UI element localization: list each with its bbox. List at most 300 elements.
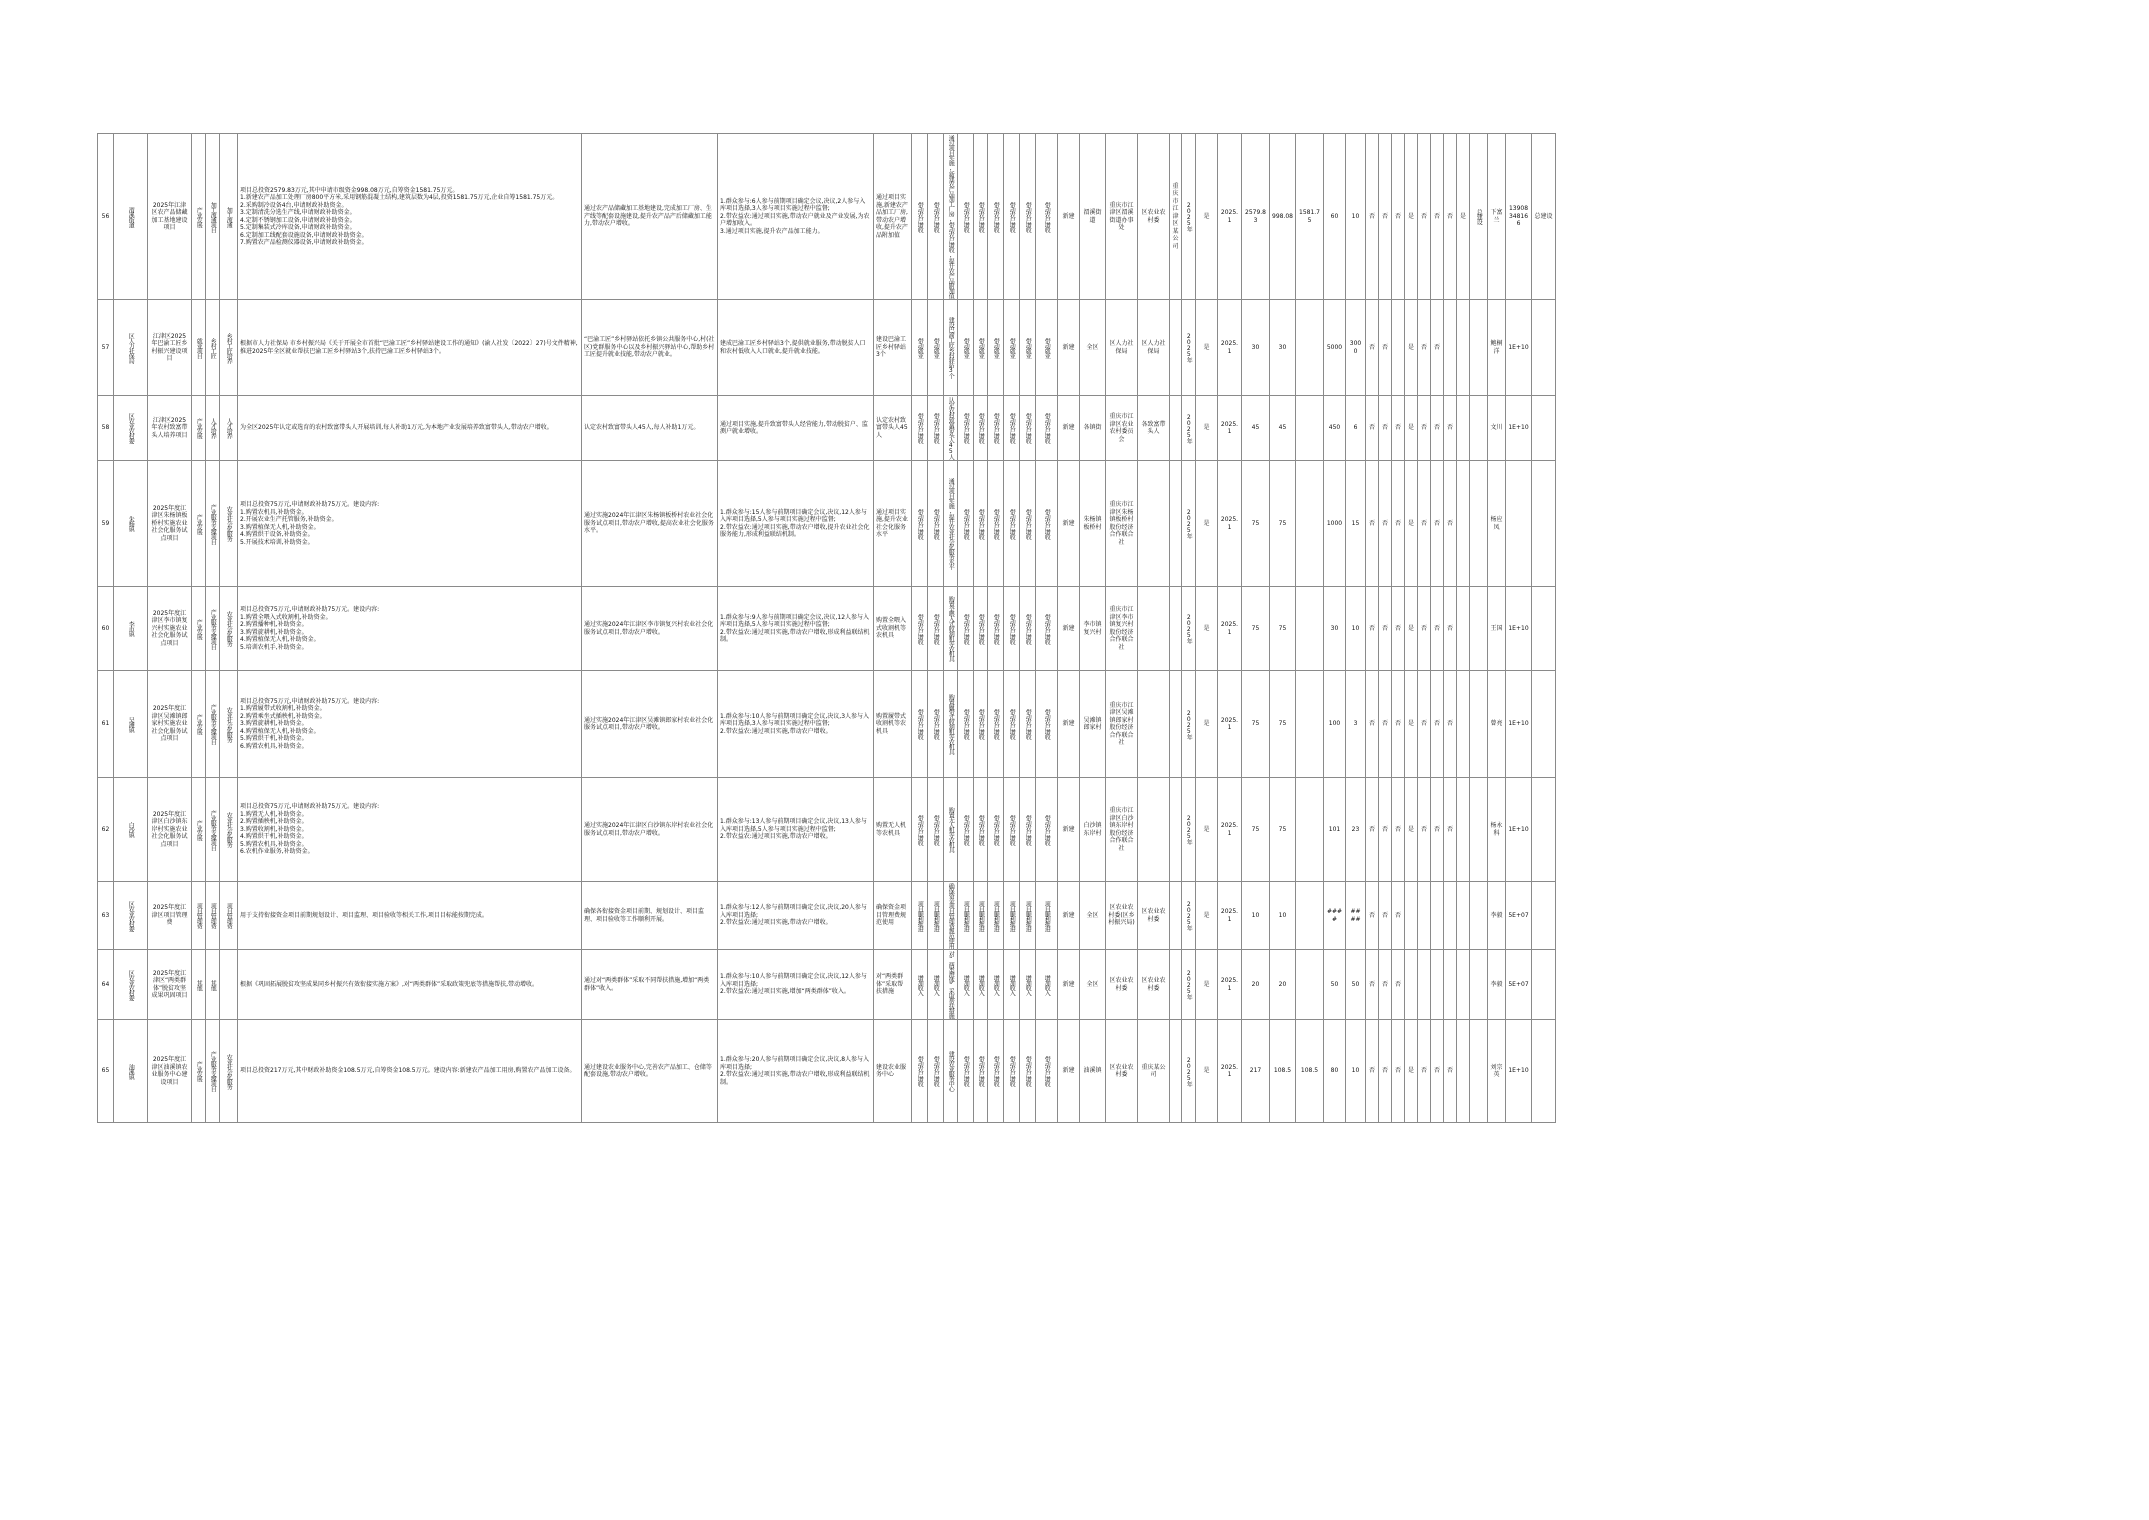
cell-f8: [1457, 396, 1470, 461]
cell-unit2: [1138, 587, 1170, 671]
cell-no: 59: [98, 461, 114, 587]
cell-f1: 否: [1366, 778, 1379, 882]
cell-unit1: 区农业农村委(区乡村振兴局): [1106, 882, 1138, 950]
cell-fund: 998.08: [1270, 134, 1296, 300]
cell-content: [238, 671, 582, 778]
cell-content: [238, 882, 582, 950]
cell-benefit: 项目顺利推进: [928, 882, 944, 950]
cell-phone: 1E+10: [1506, 778, 1532, 882]
cell-benefit: 带动农户增收: [928, 461, 944, 587]
cell-line: 5.定制集装式冷库设备,申请财政补助资金。: [240, 224, 356, 231]
cell-benefit: 带动农户增收: [958, 1020, 974, 1123]
cell-unit1: 重庆市江津区白沙镇东岸村股份经济合作联合社: [1106, 778, 1138, 882]
cell-f1: 否: [1366, 671, 1379, 778]
cell-line: 项目总投资217万元,其中财政补助资金108.5万元,自筹资金108.5万元。建设内容:新建农产品加工用房,购置农产品加工设备。: [240, 1067, 576, 1075]
cell-phone: [1506, 461, 1532, 587]
cell-sub: 乡村工匠: [206, 300, 220, 396]
cell-benefit: 带动农户增收: [974, 461, 988, 587]
cell-goal: “巴渝工匠”乡村驿站依托乡镇公共服务中心,村(社区)党群服务中心以及乡村振兴驿站中心,帮助乡村工匠提升就业技能,带动农户就业。: [582, 300, 718, 396]
cell-line: 4.定制不锈钢加工设备,申请财政补助资金。: [240, 216, 356, 224]
cell-loc: 吴滩镇郎家村: [1080, 671, 1106, 778]
cell-f7: 否: [1444, 134, 1457, 300]
cell-f5: 否: [1418, 396, 1431, 461]
cell-benefit: 项目顺利推进: [1004, 882, 1020, 950]
cell-cat: 乡村工匠培养: [220, 300, 238, 396]
cell-unit3: [1170, 950, 1182, 1020]
cell-unit1: 重庆市江津区吴滩镇郎家村股份经济合作联合社: [1106, 671, 1138, 778]
cell-output: 购置全喂入式收割机等农机具: [874, 587, 912, 671]
cell-f6: 否: [1431, 396, 1444, 461]
cell-type: 产业发展: [192, 396, 206, 461]
cell-benefit: 带动农户增收: [912, 134, 928, 300]
table-row: [98, 396, 1556, 461]
cell-line: 根据《巩固拓展脱贫攻坚成果同乡村振兴有效衔接实施方案》,对“两类群体”采取政策兜底等措施帮扶,带动增收。: [240, 980, 539, 988]
cell-mech: [718, 671, 874, 778]
cell-flag: 是: [1196, 778, 1218, 882]
cell-line: 4.购置烘干机,补助资金。: [240, 833, 308, 841]
cell-line: 4.购置烘干设备,补助资金。: [240, 531, 314, 538]
cell-f2: 否: [1379, 778, 1392, 882]
cell-line: 1.购置全喂入式收割机,补助资金。: [240, 613, 332, 621]
cell-loc: 全区: [1080, 882, 1106, 950]
cell-flag: 是: [1196, 950, 1218, 1020]
cell-output: 购置无人机等农机具: [874, 778, 912, 882]
cell-other: [1296, 882, 1324, 950]
cell-sub: 产业服务支撑项目: [206, 778, 220, 882]
cell-f3: 否: [1392, 461, 1405, 587]
cell-remark: [1470, 300, 1488, 396]
cell-status: 新建: [1058, 778, 1080, 882]
cell-unit3: [1170, 882, 1182, 950]
cell-benefit: 带动农户增收: [988, 461, 1004, 587]
cell-line: 6.购置农机具,补助资金。: [240, 742, 308, 750]
cell-type: 产业发展: [192, 778, 206, 882]
cell-f3: 否: [1392, 778, 1405, 882]
cell-line: 1.群众参与:9人参与前期项目确定会议,决议,12人参与入库项目选择,5人参与项目实施过程中监督;: [720, 613, 870, 628]
cell-line: 4.购置植保无人机,补助资金。: [240, 636, 320, 643]
cell-remark: [1532, 396, 1556, 461]
cell-sub: 项目管理费: [206, 882, 220, 950]
cell-benefit: 带动农户增收: [1020, 587, 1036, 671]
cell-benefit: 带动农户增收: [928, 1020, 944, 1123]
cell-f2: 否: [1379, 461, 1392, 587]
cell-flag: 是: [1196, 1020, 1218, 1123]
cell-f6: 否: [1431, 1020, 1444, 1123]
cell-no: 61: [98, 671, 114, 778]
cell-remark: [1532, 671, 1556, 778]
cell-line: 5.培训农机手,补助资金。: [240, 643, 308, 651]
cell-town: 渭溪街道: [114, 134, 148, 300]
cell-goal: 通过实施2024年江津区李市镇复兴村农业社会化服务试点项目,带动农户增收。: [582, 587, 718, 671]
cell-output: 购置无人机等农机具: [944, 778, 958, 882]
cell-line: 2.带农益农:通过项目实施,带动农户就业及产业发展,为农户增加收入。: [720, 212, 870, 228]
cell-end: 2025.1: [1218, 882, 1242, 950]
cell-other: [1296, 778, 1324, 882]
cell-benefit: 带动就业: [928, 300, 944, 396]
cell-line: 4.购置植保无人机,补助资金。: [240, 727, 320, 735]
cell-f8: [1457, 882, 1470, 950]
cell-benefit: 带动农户增收: [1004, 587, 1020, 671]
cell-line: 1.群众参与:10人参与前期项目确定会议,决议,3人参与入库项目选择,3人参与项目实施过程中监督;: [720, 712, 870, 728]
cell-unit2: [1138, 778, 1170, 882]
cell-loc: 李市镇复兴村: [1080, 587, 1106, 671]
cell-total: 75: [1242, 587, 1270, 671]
cell-remark: [1470, 950, 1488, 1020]
cell-goal: 通过实施2024年江津区吴滩镇郎家村农业社会化服务试点项目,带动农户增收。: [582, 671, 718, 778]
table-row: [98, 134, 1556, 300]
cell-f2: 否: [1379, 587, 1392, 671]
cell-f5: 否: [1418, 1020, 1431, 1123]
cell-benefit: 带动就业: [1020, 300, 1036, 396]
cell-output: 对“两类群体”采取帮扶措施: [944, 950, 958, 1020]
cell-mech: [718, 1020, 874, 1123]
cell-unit3: [1170, 778, 1182, 882]
cell-benefit: 带动农户增收: [928, 134, 944, 300]
cell-benefit: 项目顺利推进: [1020, 882, 1036, 950]
cell-line: 为全区2025年认定或选育的农村致富带头人开展培训,每人补助1万元,为本地产业发展培养致富带头人,带动农户增收。: [240, 424, 553, 432]
cell-line: 2.带农益农:通过项目实施,增加“两类群体”收入。: [720, 988, 850, 996]
cell-f2: 否: [1379, 1020, 1392, 1123]
cell-benefit: 带动农户增收: [974, 587, 988, 671]
cell-benefit: 带动农户增收: [958, 461, 974, 587]
cell-contact: 李毅: [1488, 882, 1506, 950]
cell-content: [238, 461, 582, 587]
cell-line: 1.购置履带式收割机,补助资金。: [240, 705, 326, 713]
cell-contact: 文川: [1488, 396, 1506, 461]
cell-mech: [718, 587, 874, 671]
cell-h1: 60: [1324, 134, 1346, 300]
cell-benefit: 带动农户增收: [974, 778, 988, 882]
cell-f7: 否: [1444, 671, 1457, 778]
cell-line: 1.群众参与:10人参与前期项目确定会议,决议,12人参与入库项目选择;: [720, 973, 867, 988]
cell-phone: 5E+07: [1506, 882, 1532, 950]
cell-f2: 否: [1379, 950, 1392, 1020]
cell-contact: 李毅: [1488, 950, 1506, 1020]
cell-phone: 1E+10: [1506, 587, 1532, 671]
cell-output: 通过项目实施,提升农业社会化服务水平: [874, 461, 912, 587]
cell-f8: [1457, 300, 1470, 396]
cell-sub: 产业服务支撑项目: [206, 671, 220, 778]
cell-contact: 下富兰: [1488, 134, 1506, 300]
cell-benefit: 项目顺利推进: [988, 882, 1004, 950]
cell-end: 2025.1: [1218, 1020, 1242, 1123]
cell-output: 建设农业服务中心: [944, 1020, 958, 1123]
cell-goal: 通过实施2024年江津区朱杨镇板桥村农业社会化服务试点项目,带动农户增收,提高农业社会化服务水平。: [582, 461, 718, 587]
cell-benefit: 带动农户增收: [958, 134, 974, 300]
cell-year: 2025年: [1182, 396, 1196, 461]
cell-line: 项目总投资75万元,申请财政补助75万元。建设内容:: [240, 606, 380, 613]
cell-line: 3.购置旋耕机,补助资金。: [240, 720, 308, 728]
cell-f4: 是: [1405, 461, 1418, 587]
cell-f7: 否: [1444, 461, 1457, 587]
project-table: [97, 133, 1556, 1123]
cell-status: 新建: [1058, 671, 1080, 778]
cell-phone: 5E+07: [1506, 950, 1532, 1020]
cell-phone: 1390834816​6: [1506, 134, 1532, 300]
cell-loc: 朱杨镇板桥村: [1080, 461, 1106, 587]
cell-line: 项目总投资75万元,申请财政补助75万元。建设内容:: [240, 501, 380, 508]
cell-line: 1.群众参与:20人参与前期项目确定会议,决议,8人参与入库项目选择;: [720, 1056, 870, 1071]
cell-output: 通过项目实施,新建农产品加工厂房,带动农户增收,提升农产品附加值: [874, 134, 912, 300]
cell-town: 区农业农村委: [114, 882, 148, 950]
cell-line: 6.定制加工线配套设施设备,申请财政补助资金。: [240, 231, 368, 239]
cell-year: 2025年: [1182, 300, 1196, 396]
cell-h2: 15: [1346, 461, 1366, 587]
cell-contact: 王国: [1488, 587, 1506, 671]
cell-contact: 杨永科: [1488, 778, 1506, 882]
cell-content: [238, 587, 582, 671]
cell-cat: 农业社会化服务: [220, 461, 238, 587]
table-row: [98, 587, 1556, 671]
cell-f5: 否: [1418, 134, 1431, 300]
cell-f7: [1444, 950, 1457, 1020]
cell-end: 2025.1: [1218, 671, 1242, 778]
cell-town: 白沙镇: [114, 778, 148, 882]
cell-line: 1.群众参与:15人参与前期项目确定会议,决议,12人参与入库项目选择,5人参与项目实施过程中监督;: [720, 508, 867, 523]
cell-f8: [1457, 950, 1470, 1020]
cell-fund: 75: [1270, 461, 1296, 587]
cell-f7: 否: [1444, 396, 1457, 461]
cell-benefit: 带动农户增收: [928, 671, 944, 778]
cell-sub: 产业服务支撑项目: [206, 587, 220, 671]
cell-content: [238, 950, 582, 1020]
cell-total: 20: [1242, 950, 1270, 1020]
cell-remark: [1532, 950, 1556, 1020]
table-row: [98, 671, 1556, 778]
cell-f2: 否: [1379, 882, 1392, 950]
cell-flag: 是: [1196, 882, 1218, 950]
cell-flag: 是: [1196, 134, 1218, 300]
cell-other: [1296, 587, 1324, 671]
cell-town: 油溪镇: [114, 1020, 148, 1123]
cell-status: 新建: [1058, 396, 1080, 461]
cell-contact: 曾亮: [1488, 671, 1506, 778]
cell-benefit: 带动农户增收: [988, 671, 1004, 778]
cell-benefit: 带动农户增收: [958, 778, 974, 882]
cell-loc: 油溪镇: [1080, 1020, 1106, 1123]
cell-benefit: 增加收入: [912, 950, 928, 1020]
cell-cat: 项目管理费: [220, 882, 238, 950]
cell-line: 2.购置乘坐式插秧机,补助资金。: [240, 712, 326, 720]
cell-benefit: 带动农户增收: [912, 671, 928, 778]
cell-f3: 否: [1392, 950, 1405, 1020]
table-row: [98, 950, 1556, 1020]
cell-content: [238, 134, 582, 300]
cell-phone: 1E+10: [1506, 300, 1532, 396]
cell-benefit: 带动农户增收: [912, 461, 928, 587]
cell-line: 2.带农益农:通过项目实施,带动农户增收,形成利益联结机制。: [720, 628, 870, 643]
cell-cat: 加工流通: [220, 134, 238, 300]
cell-line: 项目总投资2579.83万元,其中申请市级资金998.08万元,自筹资金1581.75万元。: [240, 186, 459, 194]
cell-f7: 否: [1444, 1020, 1457, 1123]
cell-benefit: 增加收入: [1004, 950, 1020, 1020]
cell-line: 2.带农益农:通过项目实施,带动农户增收。: [720, 727, 832, 735]
cell-end: 2025.1: [1218, 778, 1242, 882]
cell-f7: 否: [1444, 778, 1457, 882]
cell-line: 用于支持衔接资金项目前期规划设计、项目监理、项目验收等相关工作,项目目标能按期完成。: [240, 911, 488, 919]
cell-line: 3.购置旋耕机,补助资金。: [240, 628, 308, 636]
cell-benefit: 带动农户增收: [974, 396, 988, 461]
cell-town: 区农业农村委: [114, 950, 148, 1020]
cell-benefit: 带动就业: [974, 300, 988, 396]
cell-remark: [1532, 461, 1556, 587]
cell-flag: 是: [1196, 300, 1218, 396]
cell-unit3: [1170, 461, 1182, 587]
cell-name: 2025年度江津区项目管理费: [148, 882, 192, 950]
cell-benefit: 项目顺利推进: [974, 882, 988, 950]
cell-benefit: 带动农户增收: [1004, 396, 1020, 461]
cell-f1: 否: [1366, 950, 1379, 1020]
cell-benefit: 带动就业: [988, 300, 1004, 396]
cell-benefit: 带动农户增收: [1004, 778, 1020, 882]
cell-unit1: 区农业农村委: [1106, 1020, 1138, 1123]
cell-loc: 白沙镇东岸村: [1080, 778, 1106, 882]
cell-type: 产业发展: [192, 461, 206, 587]
cell-status: 新建: [1058, 1020, 1080, 1123]
cell-benefit: 带动农户增收: [912, 396, 928, 461]
cell-total: 217: [1242, 1020, 1270, 1123]
cell-mech: [718, 396, 874, 461]
cell-benefit: 带动农户增收: [928, 778, 944, 882]
cell-total: 75: [1242, 778, 1270, 882]
cell-f1: 否: [1366, 587, 1379, 671]
cell-cat: [220, 950, 238, 1020]
cell-benefit: 带动农户增收: [912, 778, 928, 882]
cell-cat: 农业社会化服务: [220, 1020, 238, 1123]
cell-h1: 101: [1324, 778, 1346, 882]
cell-goal: 通过对“两类群体”采取不同帮扶措施,增加“两类群体”收入。: [582, 950, 718, 1020]
cell-h2: 23: [1346, 778, 1366, 882]
cell-f4: 是: [1405, 671, 1418, 778]
cell-benefit: 带动农户增收: [974, 671, 988, 778]
cell-output: 确保资金项目管理费规范使用: [944, 882, 958, 950]
cell-remark: [1532, 1020, 1556, 1123]
cell-benefit: 增加收入: [958, 950, 974, 1020]
cell-line: 1.购置农机具,补助资金。: [240, 508, 308, 516]
cell-remark: [1470, 396, 1488, 461]
cell-benefit: 增加收入: [1036, 950, 1058, 1020]
cell-end: 2025.1: [1218, 300, 1242, 396]
cell-benefit: 带动农户增收: [988, 778, 1004, 882]
cell-line: 2.购置播种机,补助资金。: [240, 621, 308, 628]
cell-f3: 否: [1392, 882, 1405, 950]
cell-remark: [1532, 778, 1556, 882]
cell-f7: 否: [1444, 587, 1457, 671]
cell-f5: [1418, 882, 1431, 950]
cell-other: 108.5: [1296, 1020, 1324, 1123]
cell-benefit: 增加收入: [974, 950, 988, 1020]
cell-f3: 否: [1392, 134, 1405, 300]
cell-unit2: 重庆某公司: [1138, 1020, 1170, 1123]
cell-other: [1296, 300, 1324, 396]
cell-f3: 否: [1392, 587, 1405, 671]
cell-no: 58: [98, 396, 114, 461]
cell-benefit: 带动农户增收: [974, 1020, 988, 1123]
cell-f2: 否: [1379, 396, 1392, 461]
cell-remark: [1532, 882, 1556, 950]
cell-goal: 通过实施2024年江津区白沙镇东岸村农业社会化服务试点项目,带动农户增收。: [582, 778, 718, 882]
cell-h1: 30: [1324, 587, 1346, 671]
cell-benefit: 带动农户增收: [1036, 778, 1058, 882]
cell-f5: 否: [1418, 671, 1431, 778]
cell-town: 朱杨镇: [114, 461, 148, 587]
cell-remark: [1470, 671, 1488, 778]
cell-f4: 是: [1405, 300, 1418, 396]
cell-f1: 否: [1366, 300, 1379, 396]
cell-no: 63: [98, 882, 114, 950]
table-row: [98, 778, 1556, 882]
cell-unit3: [1170, 1020, 1182, 1123]
cell-end: 2025.1: [1218, 396, 1242, 461]
cell-status: 新建: [1058, 587, 1080, 671]
cell-benefit: 带动农户增收: [1036, 461, 1058, 587]
cell-content: [238, 396, 582, 461]
cell-fund: 30: [1270, 300, 1296, 396]
cell-benefit: 带动农户增收: [1036, 671, 1058, 778]
cell-end: 2025.1: [1218, 461, 1242, 587]
cell-benefit: 带动就业: [958, 300, 974, 396]
cell-content: [238, 300, 582, 396]
cell-unit2: [1138, 671, 1170, 778]
cell-line: 1.购置无人机,补助资金。: [240, 810, 308, 818]
cell-f1: 否: [1366, 1020, 1379, 1123]
cell-benefit: 带动农户增收: [1004, 461, 1020, 587]
cell-benefit: 项目顺利推进: [958, 882, 974, 950]
cell-flag: 是: [1196, 461, 1218, 587]
cell-unit3: 重庆市江津区某公司: [1170, 134, 1182, 300]
cell-status: 新建: [1058, 134, 1080, 300]
cell-town: 区农业农村委: [114, 396, 148, 461]
cell-loc: 渭溪街道: [1080, 134, 1106, 300]
cell-loc: 全区: [1080, 300, 1106, 396]
cell-town: 区人力社保局: [114, 300, 148, 396]
cell-status: 新建: [1058, 950, 1080, 1020]
cell-mech: [718, 882, 874, 950]
cell-status: 新建: [1058, 882, 1080, 950]
cell-f1: 否: [1366, 882, 1379, 950]
cell-output: 对“两类群体”采取帮扶措施: [874, 950, 912, 1020]
cell-line: 3.通过项目实施,提升农产品加工能力。: [720, 227, 824, 235]
cell-other: [1296, 396, 1324, 461]
cell-fund: 75: [1270, 778, 1296, 882]
cell-f8: [1457, 1020, 1470, 1123]
cell-type: 产业发展: [192, 134, 206, 300]
cell-h2: 10: [1346, 587, 1366, 671]
cell-benefit: 带动农户增收: [958, 396, 974, 461]
cell-h1: 1000: [1324, 461, 1346, 587]
cell-other: [1296, 950, 1324, 1020]
table-row: [98, 882, 1556, 950]
cell-mech: [718, 134, 874, 300]
cell-contact: 杨应凤: [1488, 461, 1506, 587]
cell-remark: [1470, 778, 1488, 882]
cell-f5: 否: [1418, 778, 1431, 882]
cell-mech: [718, 778, 874, 882]
cell-fund: 75: [1270, 587, 1296, 671]
cell-f8: [1457, 778, 1470, 882]
cell-unit2: 区农业农村委: [1138, 950, 1170, 1020]
cell-f7: [1444, 300, 1457, 396]
cell-line: 3.定制清洗分选生产线,申请财政补助资金。: [240, 209, 356, 216]
cell-benefit: 带动农户增收: [988, 134, 1004, 300]
cell-line: 2.购置插秧机,补助资金。: [240, 818, 308, 826]
cell-other: 1581.75: [1296, 134, 1324, 300]
cell-h2: 10: [1346, 134, 1366, 300]
cell-unit1: 重庆市江津区农业农村委员会: [1106, 396, 1138, 461]
cell-content: [238, 1020, 582, 1123]
cell-f1: 否: [1366, 461, 1379, 587]
cell-cat: 农业社会化服务: [220, 778, 238, 882]
